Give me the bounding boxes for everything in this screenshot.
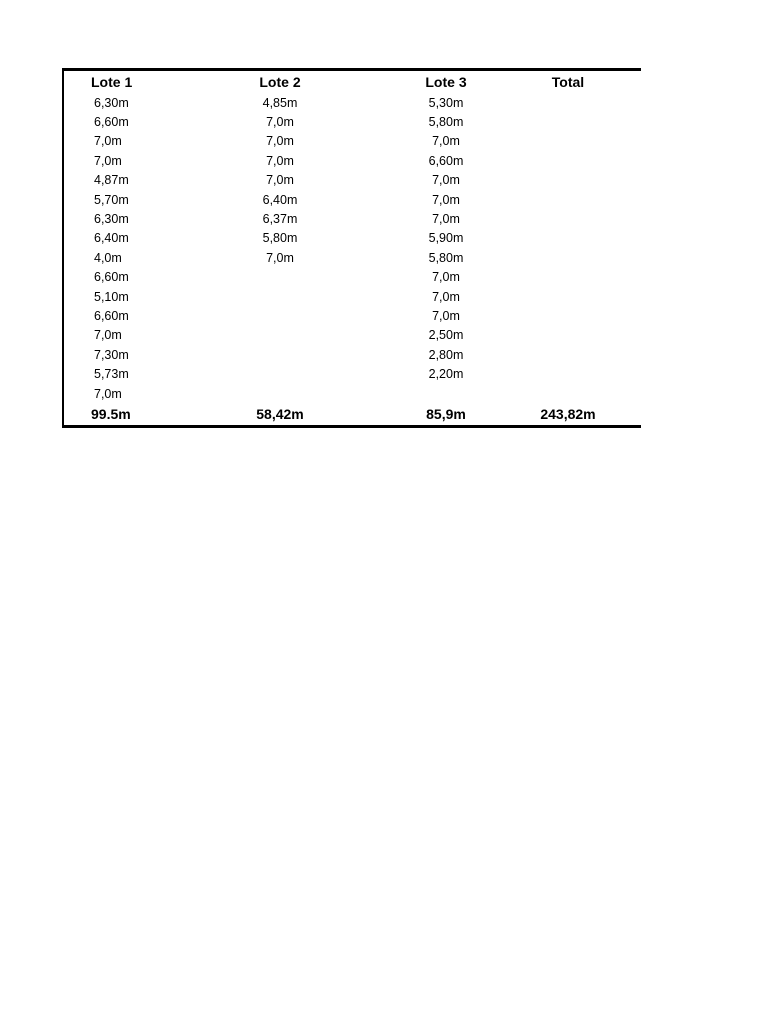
header-total: Total [551, 74, 585, 90]
table-cell [163, 287, 397, 306]
grand-total: 243,82m [540, 406, 596, 423]
table-cell [495, 248, 641, 267]
table-cell: 2,80m [428, 347, 464, 362]
table-cell: 5,80m [428, 115, 464, 130]
header-row [63, 70, 641, 94]
table-cell: 6,30m [94, 95, 129, 110]
table-cell [397, 384, 495, 403]
table-cell [495, 209, 641, 228]
table-row [63, 209, 641, 228]
table-cell: 4,87m [94, 173, 129, 188]
table-cell: 7,0m [266, 153, 294, 168]
table-row [63, 268, 641, 287]
table-cell: 5,90m [428, 231, 464, 246]
table-cell: 6,30m [94, 212, 129, 227]
table-cell [495, 345, 641, 364]
table-cell [495, 326, 641, 345]
lot-measurements-table [62, 68, 641, 428]
header-lote-1: Lote 1 [91, 74, 133, 90]
table-cell [495, 151, 641, 170]
table-cell [495, 364, 641, 383]
table-row [63, 384, 641, 403]
table-cell: 5,10m [94, 289, 129, 304]
table-row [63, 151, 641, 170]
table-cell: 5,80m [428, 250, 464, 265]
table-cell: 6,37m [262, 212, 298, 227]
table-cell: 7,0m [266, 250, 294, 265]
table-cell: 7,0m [94, 134, 122, 149]
table-cell [495, 190, 641, 209]
table-cell: 7,0m [432, 212, 460, 227]
table-cell: 7,30m [94, 347, 129, 362]
table-cell [495, 112, 641, 131]
table-cell: 5,73m [94, 367, 129, 382]
table-cell [163, 268, 397, 287]
table-cell: 2,20m [428, 367, 464, 382]
table-cell [163, 345, 397, 364]
table-row [63, 326, 641, 345]
table-cell: 5,30m [428, 95, 464, 110]
table-cell: 6,60m [428, 153, 464, 168]
table-cell: 7,0m [432, 289, 460, 304]
table-cell: 7,0m [432, 308, 460, 323]
table-cell [495, 287, 641, 306]
header-lote-2: Lote 2 [259, 74, 301, 90]
table-cell [495, 171, 641, 190]
table-cell: 6,40m [262, 192, 298, 207]
table-cell: 7,0m [432, 173, 460, 188]
table-row [63, 306, 641, 325]
table-cell: 4,85m [262, 95, 298, 110]
total-lote-2: 58,42m [256, 406, 304, 423]
total-lote-3: 85,9m [426, 406, 466, 423]
table-row [63, 171, 641, 190]
table-cell [163, 306, 397, 325]
table-cell [495, 93, 641, 112]
table-row [63, 112, 641, 131]
table-cell: 6,60m [94, 308, 129, 323]
table-cell: 4,0m [94, 250, 122, 265]
table-row [63, 248, 641, 267]
totals-row [63, 403, 641, 427]
header-lote-3: Lote 3 [425, 74, 467, 90]
total-lote-1: 99.5m [91, 406, 131, 423]
table-cell [163, 384, 397, 403]
table-cell: 7,0m [432, 134, 460, 149]
table-cell: 6,60m [94, 270, 129, 285]
table-row [63, 93, 641, 112]
table-cell [495, 132, 641, 151]
spreadsheet-page [62, 68, 640, 428]
table-cell: 7,0m [432, 270, 460, 285]
table-row [63, 364, 641, 383]
table-row [63, 132, 641, 151]
table-cell [495, 384, 641, 403]
table-cell: 7,0m [94, 153, 122, 168]
table-row [63, 345, 641, 364]
table-cell: 7,0m [94, 328, 122, 343]
table-cell: 7,0m [266, 134, 294, 149]
table-cell [495, 268, 641, 287]
table-cell: 5,70m [94, 192, 129, 207]
table-cell: 7,0m [432, 192, 460, 207]
table-row [63, 190, 641, 209]
table-cell: 2,50m [428, 328, 464, 343]
table-cell: 7,0m [266, 173, 294, 188]
table-cell: 6,40m [94, 231, 129, 246]
table-cell: 6,60m [94, 115, 129, 130]
table-cell [163, 326, 397, 345]
table-cell [495, 229, 641, 248]
table-cell: 5,80m [262, 231, 298, 246]
table-cell: 7,0m [94, 386, 122, 401]
table-cell [495, 306, 641, 325]
table-row [63, 287, 641, 306]
table-cell: 7,0m [266, 115, 294, 130]
table-cell [163, 364, 397, 383]
table-row [63, 229, 641, 248]
table-body [63, 93, 641, 403]
